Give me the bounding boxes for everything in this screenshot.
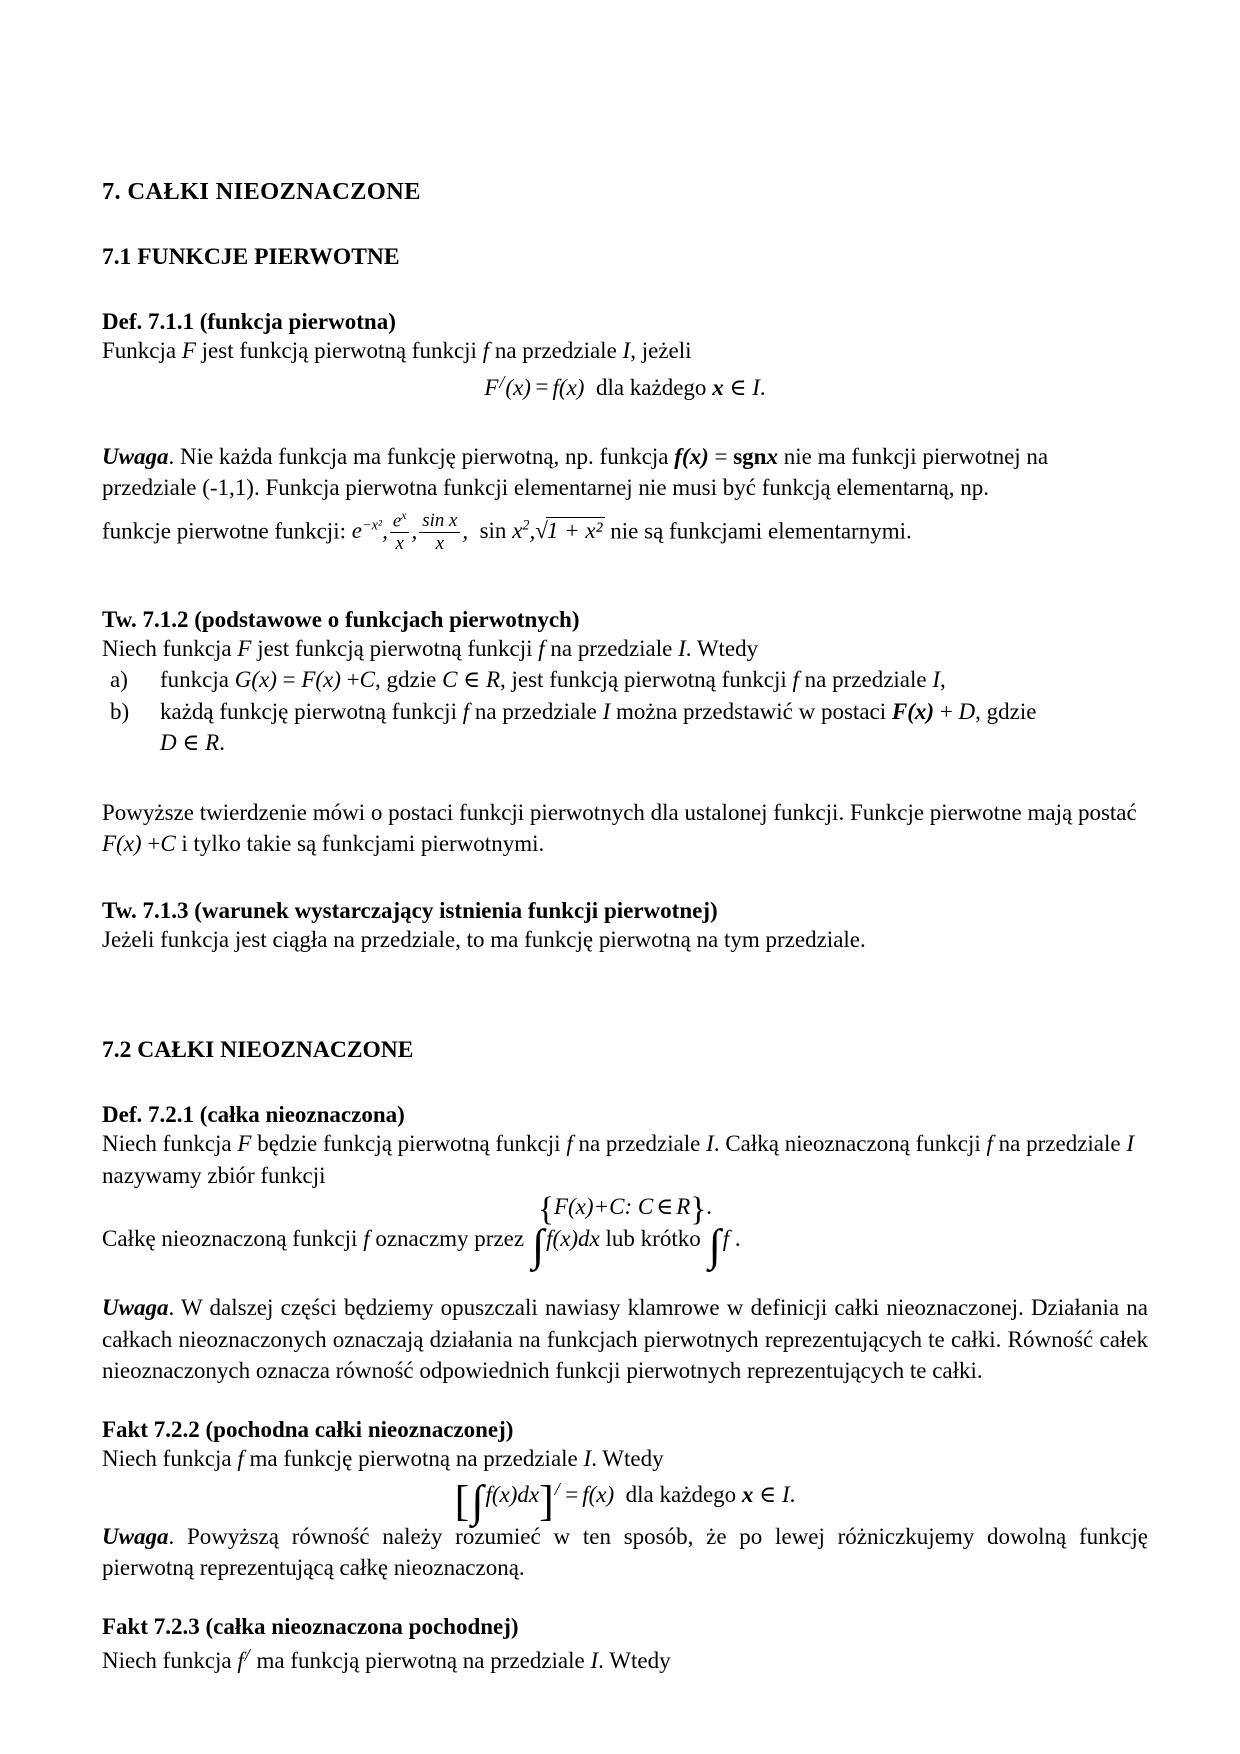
symbol-F: F (237, 1131, 252, 1157)
uwaga-1-examples-line (102, 510, 1148, 555)
text: ma funkcją pierwotną na przedziale (250, 1647, 591, 1673)
fakt-7-2-3-title: Fakt 7.2.3 (całka nieoznaczona pochodnej) (102, 1613, 519, 1639)
text: nazywamy zbiór funkcji (102, 1162, 326, 1188)
text: = (276, 667, 302, 693)
text: Funkcja (102, 338, 182, 363)
formula-in: ∈ (729, 374, 747, 400)
text: + (340, 667, 360, 693)
text: Powyższe twierdzenie mówi o postaci funkcji pierwotnych dla ustalonej funkcji. Funkcje pierwotne mają postać (102, 799, 1137, 825)
text: . W dalszej części będziemy opuszczali nawiasy klamrowe w definicji całki nieoznaczonej. Działania na całkach nieoznaczonych oznaczają działania na funkcjach pierwotnych reprezentujących te całki. Równość całek nieoznaczonych oznacza równość odpowiednich funkcji pierwotnych reprezentujących te całki. (102, 1295, 1148, 1384)
brace-close: } (690, 1191, 707, 1229)
expr-sin-x-squared (480, 518, 530, 543)
symbol-in: ∈ (176, 730, 206, 756)
symbol-in: ∈ (457, 667, 486, 693)
comma-3: , (462, 518, 469, 544)
formula-dot: . (789, 1482, 796, 1508)
comma-2: , (411, 518, 418, 544)
symbol-R: R (205, 730, 220, 756)
integral-sign: ∫ (471, 1476, 484, 1527)
formula-I: I (752, 374, 760, 400)
text: . Wtedy (685, 635, 759, 661)
expr-sinx-over-x (417, 511, 462, 555)
formula-F: F (484, 374, 499, 400)
text: . Wtedy (598, 1647, 671, 1673)
tw-7-1-2-intro (102, 633, 1148, 665)
set-C-2: C (637, 1194, 654, 1220)
symbol-F: F (181, 338, 196, 363)
integrand: f(x)dx (546, 1225, 600, 1251)
text: , jeżeli (630, 338, 692, 363)
formula-paren-close: ) (523, 374, 531, 400)
bracket-open: [ (454, 1477, 470, 1526)
text: . Wtedy (591, 1445, 664, 1471)
text: = (708, 443, 734, 469)
def-7-1-1-title: Def. 7.1.1 (funkcja pierwotna) (102, 309, 396, 334)
text: Całkę nieoznaczoną funkcji (102, 1225, 364, 1251)
expr-e-minus-x-squared (352, 518, 382, 543)
def-7-2-1-notation (102, 1220, 1148, 1271)
text: + (934, 698, 959, 724)
set-paren-close: ) (585, 1194, 594, 1220)
text: na przedziale (572, 1131, 707, 1157)
text: można przedstawić w postaci (610, 698, 892, 724)
symbol-I: I (583, 1445, 592, 1471)
radical-sign: √ (535, 518, 548, 544)
symbol-prime: / (244, 1644, 250, 1665)
formula-f: f (552, 374, 559, 400)
set-x: x (575, 1194, 586, 1220)
uwaga-3-paragraph (102, 1521, 1148, 1584)
text: na przedziale (469, 698, 603, 724)
tw-7-1-2-title: Tw. 7.1.2 (podstawowe o funkcjach pierwotnych) (102, 606, 580, 632)
set-R: R (676, 1194, 691, 1220)
integral-sign: ∫ (531, 1220, 545, 1271)
text: , jest funkcją pierwotną funkcji (500, 667, 793, 693)
list-item (102, 664, 1148, 696)
integral-sign-2: ∫ (708, 1220, 721, 1271)
formula-x-3: x (712, 374, 724, 400)
text: . (729, 1225, 741, 1251)
symbol-Fx: F(x) (102, 831, 142, 857)
symbol-I: I (706, 1131, 714, 1157)
symbol-I: I (602, 698, 611, 724)
symbol-F: F (237, 635, 252, 661)
symbol-f: f (363, 1225, 370, 1251)
brace-open: { (537, 1191, 554, 1229)
integrand-2: f (722, 1225, 730, 1251)
def-7-2-1-title: Def. 7.2.1 (całka nieoznaczona) (102, 1102, 405, 1128)
text: . Nie każda funkcja ma funkcję pierwotną, np. funkcja (168, 443, 675, 469)
text: , gdzie (375, 667, 443, 693)
set-in: ∈ (656, 1194, 674, 1220)
formula-x: x (596, 1482, 607, 1508)
symbol-D: D (958, 698, 976, 724)
formula-dot: . (759, 374, 766, 400)
uwaga-2-paragraph (102, 1292, 1148, 1387)
symbol-I: I (622, 338, 631, 363)
uwaga-1-paragraph (102, 441, 1148, 504)
section-heading-7-2: 7.2 CAŁKI NIEOZNACZONE (102, 1037, 414, 1064)
formula-x: x (513, 374, 524, 400)
symbol-f: f (462, 698, 470, 724)
symbol-I: I (932, 667, 941, 693)
fakt-7-2-2-intro (102, 1443, 1148, 1475)
formula-text-dla-kazdego: dla każdego (595, 374, 707, 400)
expr-sin-arg: x (512, 518, 523, 544)
text: Niech funkcja (102, 1445, 238, 1471)
fakt-7-2-2-formula (102, 1474, 1148, 1527)
list-marker-a: a) (110, 667, 128, 693)
bracket-close: ] (539, 1477, 554, 1526)
formula-paren-close-2: ) (576, 374, 585, 400)
expr-frac-num-2: sin x (422, 510, 458, 532)
text: funkcja (160, 667, 235, 693)
def-7-2-1-text (102, 1128, 1148, 1191)
expr-sin-exponent: 2 (522, 517, 530, 534)
section-heading-7-1: 7.1 FUNKCJE PIERWOTNE (102, 244, 400, 270)
text: lub krótko (599, 1225, 707, 1251)
symbol-f: f (237, 1445, 244, 1471)
uwaga-label: Uwaga (102, 1523, 169, 1549)
text: . (219, 730, 225, 756)
expr-frac-den-2: x (435, 533, 444, 555)
text: nie ma funkcji pierwotnej na przedziale (-1,1). Funkcja pierwotna funkcji elementarnej nie musi być funkcją elementarną, np. (102, 443, 1049, 501)
expr-sin-op: sin (479, 518, 507, 544)
formula-equals: = (563, 1482, 580, 1508)
text: . Całką nieoznaczoną funkcji (713, 1131, 987, 1157)
text: , gdzie (975, 698, 1037, 724)
expr-e-exponent: −x² (361, 517, 383, 534)
text: , (940, 667, 946, 693)
list-item (102, 696, 1148, 759)
set-F: F (553, 1194, 568, 1220)
symbol-f: f (566, 1131, 573, 1157)
chapter-heading: 7. CAŁKI NIEOZNACZONE (102, 178, 421, 205)
radical-argument: 1 + x² (546, 518, 603, 544)
formula-equals: = (533, 374, 550, 400)
def-7-1-1-formula (102, 367, 1148, 403)
paragraph-after-tw-7-1-2 (102, 797, 1148, 860)
set-C: C (609, 1194, 625, 1220)
symbol-D-2: D (160, 730, 177, 756)
set-colon: : (624, 1194, 633, 1220)
formula-paren-open-2: ( (558, 374, 567, 400)
formula-I: I (781, 1482, 790, 1508)
expr-sqrt-1-plus-x-squared (535, 515, 604, 547)
list-marker-b: b) (110, 698, 130, 724)
text: Niech funkcja (102, 635, 238, 661)
fakt-7-2-3-text (102, 1640, 1148, 1676)
symbol-Fx: F(x) (891, 698, 935, 724)
symbol-Fx: F(x) (301, 667, 341, 693)
symbol-f: f (792, 667, 799, 693)
symbol-C: C (359, 667, 375, 693)
expr-frac-den: x (395, 533, 404, 555)
symbol-f: f (482, 338, 490, 363)
text: będzie funkcją pierwotną funkcji (251, 1131, 567, 1157)
def-7-2-1-set-formula (102, 1191, 1148, 1229)
text: + (141, 831, 161, 857)
expr-ex-over-x (388, 510, 412, 555)
formula-x-2: x (741, 1482, 754, 1508)
symbol-I: I (678, 635, 686, 661)
text: nie są funkcjami elementarnymi. (604, 518, 912, 544)
text: Niech funkcja (102, 1131, 238, 1157)
formula-paren-open: ( (588, 1482, 597, 1508)
set-dot: . (706, 1194, 713, 1220)
formula-f: f (582, 1482, 589, 1508)
uwaga-label: Uwaga (102, 1295, 169, 1321)
text: i tylko takie są funkcjami pierwotnymi. (175, 831, 545, 857)
set-plus: + (593, 1194, 610, 1220)
text: Niech funkcja (102, 1647, 238, 1673)
text: funkcje pierwotne funkcji: (102, 518, 352, 544)
text: ma funkcję pierwotną na przedziale (243, 1445, 584, 1471)
symbol-C: C (160, 831, 176, 857)
expr-frac-num-base: e (392, 510, 402, 532)
set-paren-open: ( (568, 1194, 576, 1220)
symbol-sgn-x: x (766, 443, 778, 469)
symbol-Gx: G(x) (234, 667, 277, 693)
tw-7-1-3-title: Tw. 7.1.3 (warunek wystarczający istnienia funkcji pierwotnej) (102, 897, 718, 923)
formula-text-dla-kazdego: dla każdego (625, 1482, 737, 1508)
tw-7-1-3-text: Jeżeli funkcja jest ciągła na przedziale, to ma funkcję pierwotną na tym przedziale. (102, 926, 866, 952)
text: jest funkcją pierwotną funkcji (195, 338, 483, 363)
text: na przedziale (798, 667, 933, 693)
fakt-7-2-2-title: Fakt 7.2.2 (pochodna całki nieoznaczonej) (102, 1416, 514, 1442)
formula-x-2: x (566, 374, 577, 400)
symbol-I-2: I (1126, 1131, 1135, 1157)
text: oznaczmy przez (369, 1225, 530, 1251)
symbol-C-2: C (442, 667, 458, 693)
integrand: f(x)dx (485, 1482, 540, 1508)
text: . Powyższą równość należy rozumieć w ten sposób, że po lewej różniczkujemy dowolną funkcję pierwotną reprezentującą całkę nieoznaczoną. (102, 1523, 1148, 1581)
formula-prime: / (499, 371, 505, 392)
symbol-f-2: f (986, 1131, 993, 1157)
symbol-fx: f(x) (674, 443, 709, 469)
formula-paren-close: ) (606, 1482, 615, 1508)
text: na przedziale (992, 1131, 1127, 1157)
text: każdą funkcję pierwotną funkcji (160, 698, 463, 724)
expr-frac-num-exponent: x (401, 508, 407, 522)
formula-prime: / (554, 1479, 560, 1500)
comma-1: , (382, 518, 388, 544)
text: na przedziale (489, 338, 623, 363)
comma-4: , (529, 518, 536, 544)
expr-e-base: e (351, 518, 362, 544)
def-7-1-1-line (102, 335, 1148, 367)
uwaga-label: Uwaga (102, 443, 169, 469)
symbol-sgn: sgn (733, 443, 767, 469)
symbol-R: R (485, 667, 500, 693)
page-content (102, 178, 1148, 1676)
tw-7-1-2-list (102, 664, 1148, 759)
text: jest funkcją pierwotną funkcji (251, 635, 539, 661)
text: na przedziale (544, 635, 679, 661)
symbol-f: f (538, 635, 545, 661)
symbol-I: I (590, 1647, 599, 1673)
formula-paren-open: ( (505, 374, 514, 400)
formula-in: ∈ (759, 1482, 777, 1508)
symbol-f: f (237, 1647, 244, 1673)
expr-frac-num (390, 510, 410, 532)
